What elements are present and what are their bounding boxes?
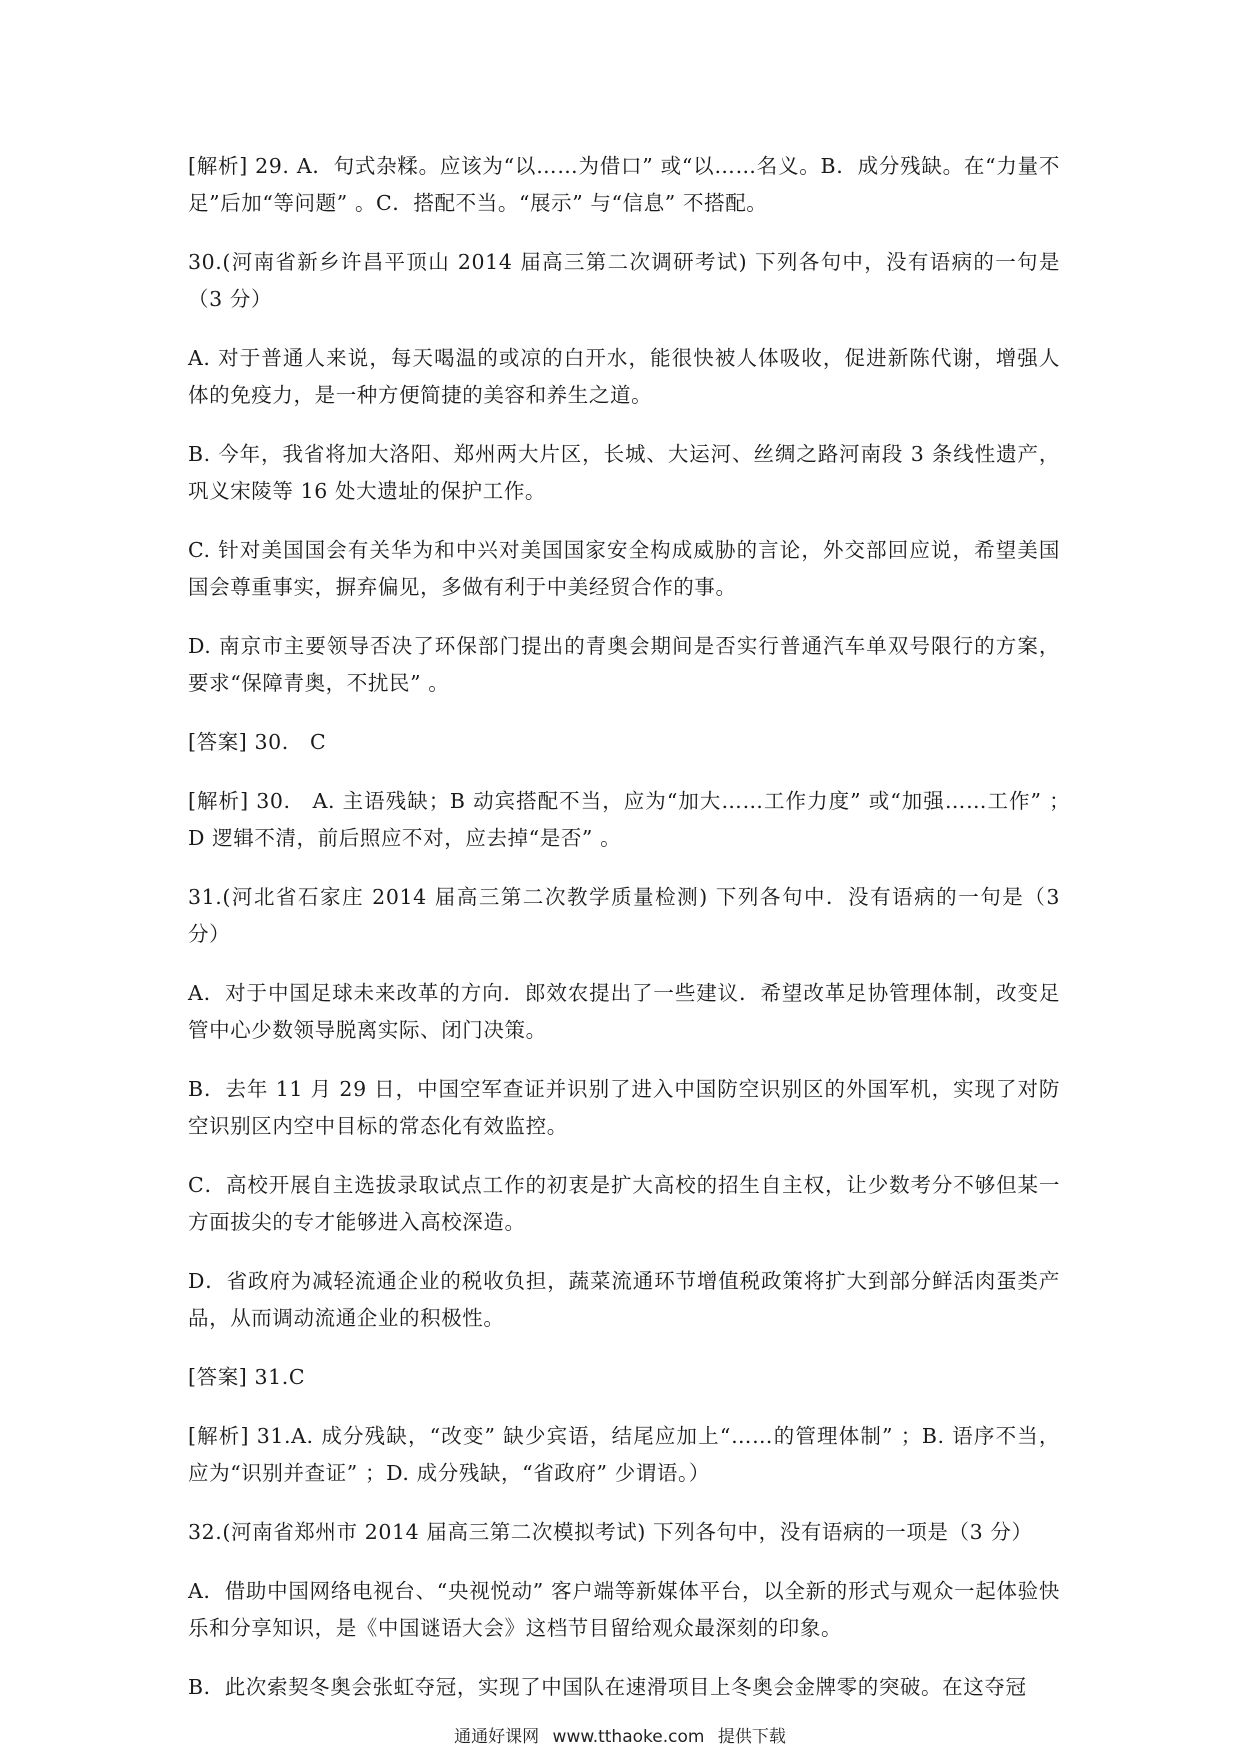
question-32-stem: 32.(河南省郑州市 2014 届高三第二次模拟考试) 下列各句中，没有语病的一项是（3 分） (188, 1520, 1033, 1544)
answer-31: [答案] 31.C (188, 1365, 306, 1389)
question-31-option-d: D．省政府为减轻流通企业的税收负担，蔬菜流通环节增值税政策将扩大到部分鲜活肉蛋类产品，从而调动流通企业的积极性。 (188, 1269, 1060, 1330)
footer-site-name: 通通好课网 (454, 1727, 540, 1747)
analysis-31: [解析] 31.A. 成分残缺，“改变” 缺少宾语，结尾应加上“……的管理体制” ；B. 语序不当，应为“识别并查证” ；D. 成分残缺，“省政府” 少谓语。） (188, 1424, 1060, 1485)
analysis-30: [解析] 30. A. 主语残缺；B 动宾搭配不当，应为“加大……工作力度” 或“加强……工作” ； D 逻辑不清，前后照应不对，应去掉“是否” 。 (188, 789, 1082, 850)
question-31-option-c: C．高校开展自主选拔录取试点工作的初衷是扩大高校的招生自主权，让少数考分不够但某一方面拔尖的专才能够进入高校深造。 (188, 1173, 1060, 1234)
question-30-option-c: C. 针对美国国会有关华为和中兴对美国国家安全构成威胁的言论，外交部回应说，希望美国国会尊重事实，摒弃偏见，多做有利于中美经贸合作的事。 (188, 538, 1060, 599)
answer-30: [答案] 30. C (188, 730, 327, 754)
question-32-option-b: B．此次索契冬奥会张虹夺冠，实现了中国队在速滑项目上冬奥会金牌零的突破。在这夺冠 (188, 1675, 1027, 1699)
question-30-stem: 30.(河南省新乡许昌平顶山 2014 届高三第二次调研考试) 下列各句中，没有语病的一句是（3 分） (188, 250, 1060, 311)
question-30-option-a: A. 对于普通人来说，每天喝温的或凉的白开水，能很快被人体吸收，促进新陈代谢，增强人体的免疫力，是一种方便简捷的美容和养生之道。 (188, 346, 1060, 407)
document-body (188, 148, 1082, 1728)
question-31-option-b: B．去年 11 月 29 日，中国空军查证并识别了进入中国防空识别区的外国军机，实现了对防空识别区内空中目标的常态化有效监控。 (188, 1077, 1060, 1138)
footer-url-link[interactable]: www.tthaoke.com (552, 1727, 705, 1747)
analysis-29: [解析] 29. A．句式杂糅。应该为“以……为借口” 或“以……名义。B．成分残缺。在“力量不足”后加“等问题” 。C．搭配不当。“展示” 与“信息” 不搭配。 (188, 154, 1060, 215)
question-30-option-b: B. 今年，我省将加大洛阳、郑州两大片区，长城、大运河、丝绸之路河南段 3 条线性遗产，巩义宋陵等 16 处大遗址的保护工作。 (188, 442, 1060, 503)
question-30-option-d: D. 南京市主要领导否决了环保部门提出的青奥会期间是否实行普通汽车单双号限行的方案，要求“保障青奥，不扰民” 。 (188, 634, 1060, 695)
page-footer (0, 1722, 1240, 1747)
question-31-option-a: A．对于中国足球未来改革的方向．郎效农提出了一些建议．希望改革足协管理体制，改变足管中心少数领导脱离实际、闭门决策。 (188, 981, 1060, 1042)
question-31-stem: 31.(河北省石家庄 2014 届高三第二次教学质量检测) 下列各句中．没有语病的一句是（3 分） (188, 885, 1060, 946)
footer-note: 提供下载 (717, 1727, 786, 1747)
question-32-option-a: A．借助中国网络电视台、“央视悦动” 客户端等新媒体平台，以全新的形式与观众一起体验快乐和分享知识，是《中国谜语大会》这档节目留给观众最深刻的印象。 (188, 1579, 1060, 1640)
